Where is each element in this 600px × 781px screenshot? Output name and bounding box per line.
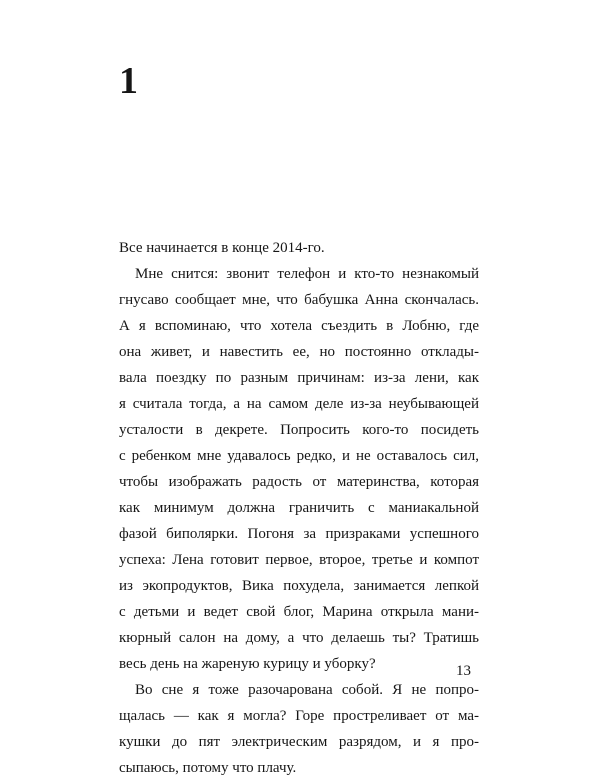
- text-line: она живет, и навестить ее, но постоянно отклады-: [119, 344, 479, 360]
- body-text: [119, 235, 479, 781]
- text-line: весь день на жареную курицу и уборку?: [119, 656, 376, 672]
- text-line: кюрный салон на дому, а что делаешь ты? Тратишь: [119, 630, 479, 646]
- text-line: Мне снится: звонит телефон и кто-то незнакомый: [135, 266, 479, 282]
- paragraph: [119, 261, 479, 677]
- text-line: как минимум должна граничить с маниакальной: [119, 500, 479, 516]
- text-line: из экопродуктов, Вика похудела, занимается лепкой: [119, 578, 479, 594]
- text-line: успеха: Лена готовит первое, второе, третье и компот: [119, 552, 479, 568]
- page-number: 13: [456, 663, 471, 679]
- text-line: с детьми и ведет свой блог, Марина открыла мани-: [119, 604, 479, 620]
- paragraph: [119, 677, 479, 781]
- text-line: сыпаюсь, потому что плачу.: [119, 760, 297, 776]
- text-line: А я вспоминаю, что хотела съездить в Лобню, где: [119, 318, 479, 334]
- chapter-number: 1: [119, 60, 138, 102]
- text-line: с ребенком мне удавалось редко, и не оставалось сил,: [119, 448, 479, 464]
- text-line: вала поездку по разным причинам: из-за лени, как: [119, 370, 479, 386]
- paragraph: [119, 235, 479, 261]
- text-line: Все начинается в конце 2014-го.: [119, 240, 325, 256]
- text-line: чтобы изображать радость от материнства, которая: [119, 474, 479, 490]
- text-line: кушки до пят электрическим разрядом, и я про-: [119, 734, 479, 750]
- text-line: гнусаво сообщает мне, что бабушка Анна скончалась.: [119, 292, 479, 308]
- text-line: Во сне я тоже разочарована собой. Я не попро-: [135, 682, 479, 698]
- text-line: я считала тогда, а на самом деле из-за неубывающей: [119, 396, 479, 412]
- text-line: фазой биполярки. Погоня за призраками успешного: [119, 526, 479, 542]
- text-line: усталости в декрете. Попросить кого-то посидеть: [119, 422, 479, 438]
- text-line: щалась — как я могла? Горе простреливает от ма-: [119, 708, 479, 724]
